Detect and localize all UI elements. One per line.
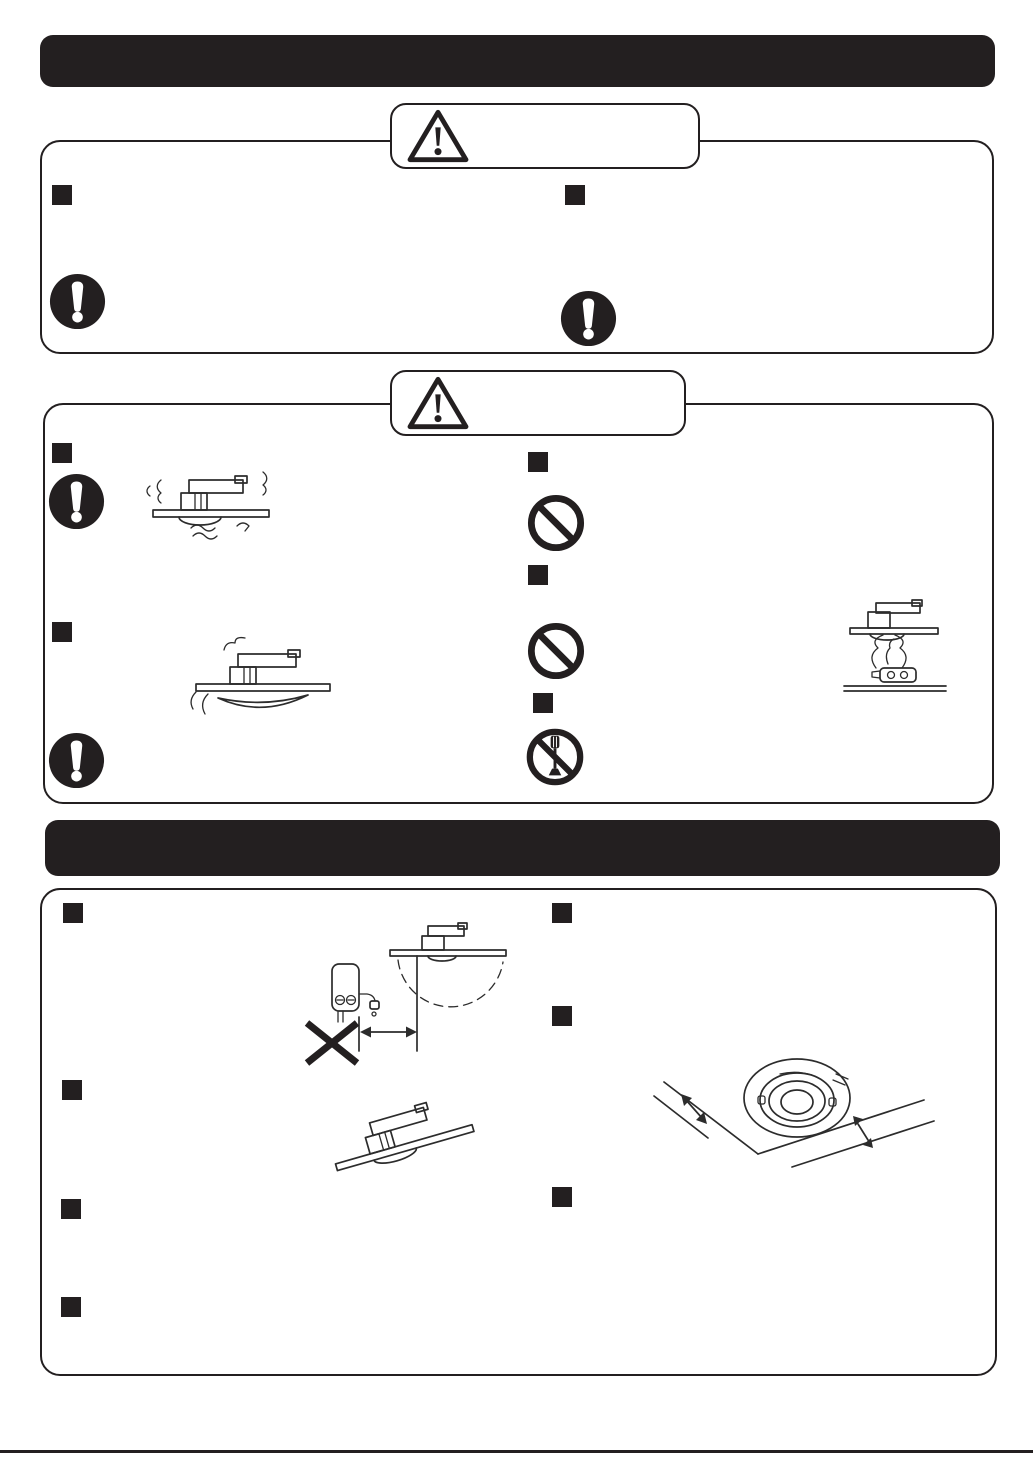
illustration-ceiling-unit-over-flame <box>840 598 952 694</box>
warning-section-header-bar <box>40 35 995 87</box>
bullet-square <box>528 452 548 472</box>
illustration-ceiling-unit-heat-waves <box>135 460 285 548</box>
illustration-round-base-clearance <box>652 1036 942 1178</box>
bullet-square <box>552 1187 572 1207</box>
mandatory-action-icon <box>48 473 105 530</box>
bullet-square <box>61 1199 81 1219</box>
warning-panel <box>40 140 994 354</box>
bullet-square <box>565 185 585 205</box>
mandatory-action-icon <box>560 290 617 347</box>
warning-badge <box>390 103 700 169</box>
bullet-square <box>52 443 72 463</box>
illustration-ceiling-unit-cover-falling <box>180 632 350 718</box>
prohibited-icon <box>527 622 585 680</box>
usage-section-header-bar <box>45 820 1000 876</box>
bullet-square <box>52 185 72 205</box>
caution-badge <box>390 370 686 436</box>
no-disassembly-icon <box>525 727 585 787</box>
warning-triangle-icon <box>405 108 471 164</box>
warning-triangle-icon <box>405 375 471 431</box>
mandatory-action-icon <box>48 732 105 789</box>
illustration-water-heater-clearance <box>298 910 508 1068</box>
illustration-sloped-ceiling-mount <box>325 1090 485 1188</box>
bullet-square <box>552 1006 572 1026</box>
bullet-square <box>63 903 83 923</box>
bullet-square <box>552 903 572 923</box>
mandatory-action-icon <box>49 273 106 330</box>
prohibited-icon <box>527 494 585 552</box>
bullet-square <box>62 1080 82 1100</box>
bullet-square <box>533 693 553 713</box>
bullet-square <box>528 565 548 585</box>
bullet-square <box>61 1297 81 1317</box>
footer-divider-rule <box>0 1450 1033 1453</box>
bullet-square <box>52 622 72 642</box>
